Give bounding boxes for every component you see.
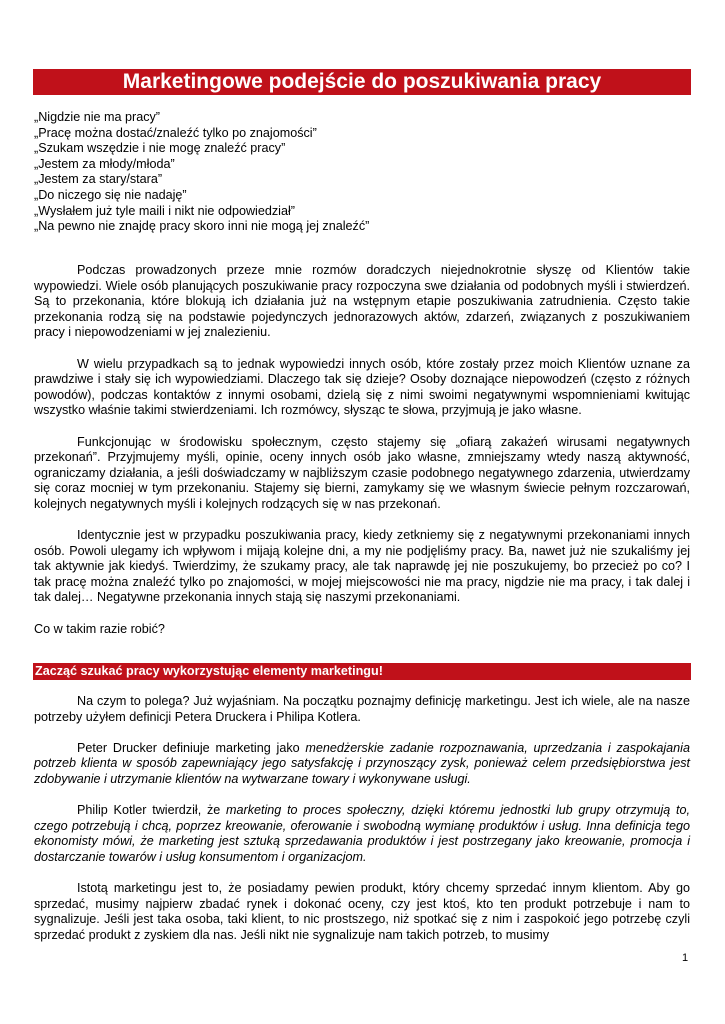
kotler-definition: marketing to proces społeczny, dzięki któremu jednostki lub grupy otrzymują to, czego potrzebują i chcą, poprzez kreowanie, oferowanie i swobodną wymianę produktów i usług. Inna definicja tego ekonomisty mówi, że marketing jest sztuką sprzedawania produktów i jest postrzegany jako kreowanie, promocja i dostarczanie towarów i usług konsumentom i organizacjom.	[34, 803, 691, 864]
question-paragraph: Co w takim razie robić?	[34, 621, 165, 636]
quote-item: „Do niczego się nie nadaję”	[34, 187, 187, 202]
paragraph: Identycznie jest w przypadku poszukiwania pracy, kiedy zetkniemy się z negatywnymi przekonaniami innych osób. Powoli ulegamy ich wpływom i mijają kolejne dni, a my nie podjęliśmy pracy. Ba, nawet już nie szukaliśmy jej tak aktywnie jak kiedyś. Twierdzimy, że szukamy pracy, ale tak naprawdę jej nie poszukujemy, bo przecież po co? I tak pracę można znaleźć tylko po znajomości, w mojej miejscowości nie ma pracy, nigdzie nie ma pracy, i tak dalej i tak dalej… Negatywne przekonania innych stają się naszymi przekonaniami.	[34, 528, 690, 605]
quote-item: „Szukam wszędzie i nie mogę znaleźć pracy”	[34, 141, 286, 156]
quote-item: „Jestem za młody/młoda”	[34, 156, 175, 171]
kotler-lead: Philip Kotler twierdził, że	[77, 803, 227, 818]
page-title: Marketingowe podejście do poszukiwania pracy	[33, 69, 691, 95]
quote-item: „Nigdzie nie ma pracy”	[34, 110, 160, 124]
drucker-paragraph	[34, 741, 690, 788]
section-heading: Zacząć szukać pracy wykorzystując elementy marketingu!	[33, 663, 691, 680]
quote-list	[34, 110, 674, 235]
drucker-lead: Peter Drucker definiuje marketing jako	[77, 740, 306, 755]
quote-item: „Pracę można dostać/znaleźć tylko po znajomości”	[34, 125, 317, 140]
paragraph: Funkcjonując w środowisku społecznym, często stajemy się „ofiarą zakażeń wirusami negatywnych przekonań”. Przyjmujemy myśli, opinie, oceny innych osób jako własne, zmniejszamy wtedy naszą aktywność, ograniczamy działania, a jeśli doświadczamy w najbliższym czasie podobnego negatywnego zdarzenia, utwierdzamy się coraz mocniej w tym przekonaniu. Stajemy się bierni, zamykamy się we własnym świecie pełnym rozczarowań, kolejnych negatywnych myśli i kolejnych rodzących się w nas przekonań.	[34, 434, 690, 511]
page-number: 1	[682, 952, 689, 964]
kotler-paragraph	[34, 803, 690, 865]
paragraph: Na czym to polega? Już wyjaśniam. Na początku poznajmy definicję marketingu. Jest ich wiele, ale na nasze potrzeby użyłem definicji Petera Druckera i Philipa Kotlera.	[34, 694, 690, 724]
paragraph: W wielu przypadkach są to jednak wypowiedzi innych osób, które zostały przez moich Klientów uznane za prawdziwe i stały się ich wypowiedziami. Dlaczego tak się dzieje? Osoby doznające niepowodzeń (często z różnych powodów), podczas kontaktów z innymi osobami, dzielą się z nimi swoimi negatywnymi wspomnieniami kwitując wszystko właśnie takimi stwierdzeniami. Ich rozmówcy, słysząc te słowa, przyjmują je jako własne.	[34, 356, 690, 418]
drucker-definition: menedżerskie zadanie rozpoznawania, uprzedzania i zaspokajania potrzeb klienta w sposób zapewniający jego satysfakcję i przynoszący zysk, ponieważ celem przedsiębiorstwa jest zdobywanie i utrzymanie klientów na wytwarzane towary i wykonywane usługi.	[34, 740, 690, 786]
quote-item: „Na pewno nie znajdę pracy skoro inni nie mogą jej znaleźć”	[34, 219, 370, 234]
quote-item: „Wysłałem już tyle maili i nikt nie odpowiedział”	[34, 203, 295, 218]
intro-section	[34, 263, 690, 653]
paragraph: Podczas prowadzonych przeze mnie rozmów doradczych niejednokrotnie słyszę od Klientów takie wypowiedzi. Wiele osób planujących poszukiwanie pracy rozpoczyna swe działania od podobnych myśli i stwierdzeń. Są to przekonania, które blokują ich działania już na wstępnym etapie poszukiwania zatrudnienia. Często takie przekonania rodzą się na podstawie pojedynczych jednorazowych aktów, zdarzeń, związanych z poszukiwaniem pracy i niepowodzeniami w jej znalezieniu.	[34, 263, 690, 340]
marketing-section	[34, 694, 690, 959]
paragraph: Istotą marketingu jest to, że posiadamy pewien produkt, który chcemy sprzedać innym klientom. Aby go sprzedać, musimy najpierw zbadać rynek i dokonać oceny, czy jest ktoś, kto ten produkt potrzebuje i nam to sygnalizuje. Jeśli jest taka osoba, taki klient, to nic prostszego, niż spotkać się z nim i zaspokoić jego potrzebę czyli sprzedać produkt z zyskiem dla nas. Jeśli nikt nie sygnalizuje nam takich potrzeb, to musimy	[34, 881, 690, 942]
quote-item: „Jestem za stary/stara”	[34, 172, 163, 187]
